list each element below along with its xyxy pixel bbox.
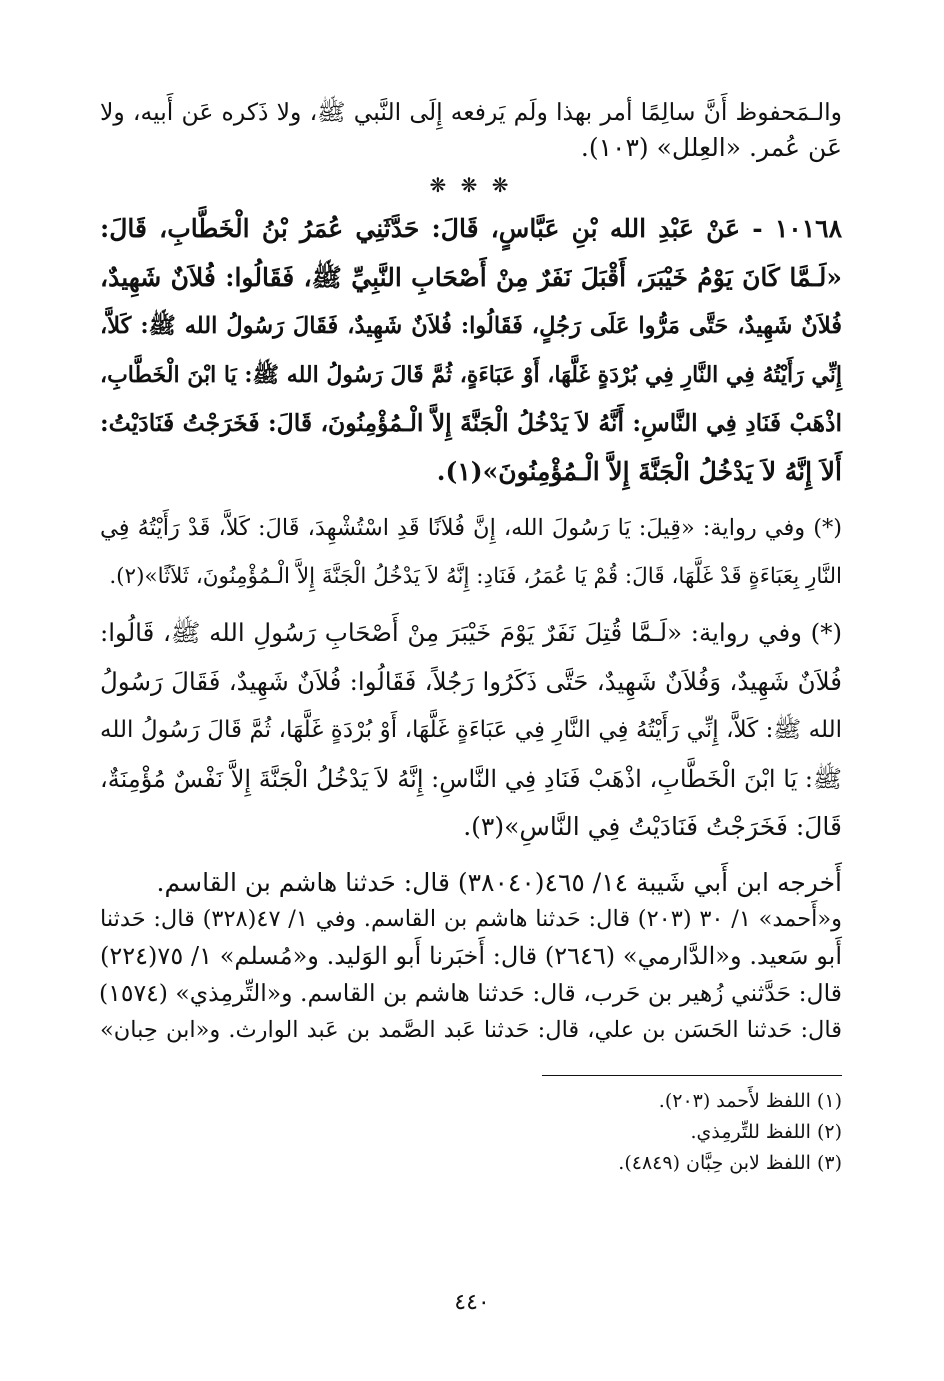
- riwaya-paragraph-1: [100, 504, 842, 601]
- text-line: قال: حَدَّثني زُهير بن حَرب، قال: حَدثنا هاشم بن القاسم. و«التِّرمِذي» (١٥٧٤): [99, 978, 842, 1007]
- page-number: ٤٤٠: [454, 1290, 490, 1315]
- takhrij-paragraph: [100, 864, 842, 1049]
- footnote-1: (١) اللفظ لأَحمد (٢٠٣).: [658, 1089, 842, 1112]
- text-line: أَلاَ إِنَّهُ لاَ يَدْخُلُ الْجَنَّةَ إِلاَّ الْـمُؤْمِنُونَ»(١).: [436, 456, 842, 486]
- footnote-divider: [542, 1075, 842, 1076]
- text-line: فُلاَنٌ شَهِيدٌ، حَتَّى مَرُّوا عَلَى رَجُلٍ، فَقَالُوا: فُلاَنٌ شَهِيدٌ، فَقَالَ رَسُولُ الله ﷺ: كَلاَّ،: [100, 313, 842, 339]
- intro-paragraph: [100, 95, 842, 165]
- text-line: فُلاَنٌ شَهِيدٌ، وَفُلاَنٌ شَهِيدٌ، حَتَّى ذَكَرُوا رَجُلاً، فَقَالُوا: فُلاَنٌ شَهِيدٌ، فَقَالَ رَسُولُ: [100, 666, 842, 696]
- section-separator: ❋ ❋ ❋: [429, 173, 513, 197]
- text-line: والـمَحفوظ أَنَّ سالِمًا أمر بهذا ولَم يَرفعه إِلَى النَّبي ﷺ، ولا ذَكره عَن أَبيه، ولا: [100, 98, 842, 126]
- text-line: الله ﷺ: كَلاَّ، إِنِّي رَأَيْتُهُ فِي النَّارِ فِي عَبَاءَةٍ غَلَّهَا، أَوْ بُرْدَةٍ غَلَّهَا، ثُمَّ قَالَ رَسُولُ الله: [100, 717, 842, 743]
- footnotes: [100, 1086, 842, 1179]
- text-line: عَن عُمر. «العِلل» (١٠٣).: [580, 133, 842, 162]
- text-line: قَالَ: فَخَرَجْتُ فَنَادَيْتُ فِي النَّاسِ»(٣).: [463, 812, 842, 841]
- text-line: أَخرجه ابن أَبي شَيبة ١٤/ ٤٦٥(٣٨٠٤٠) قال: حَدثنا هاشم بن القاسم.: [156, 867, 842, 897]
- hadith-paragraph: [100, 205, 842, 496]
- text-line: النَّارِ بِعَبَاءَةٍ قَدْ غَلَّهَا، قَالَ: قُمْ يَا عُمَرُ، فَنَادِ: إِنَّهُ لاَ يَدْخُلُ الْجَنَّةَ إِلاَّ الْـمُؤْمِنُونَ، ثَلاَثًا»(٢).: [109, 563, 842, 589]
- footnote-2: (٢) اللفظ للتِّرمِذي.: [690, 1120, 842, 1143]
- text-line: و«أَحمد» ١/ ٣٠ (٢٠٣) قال: حَدثنا هاشم بن القاسم. وفي ١/ ٤٧(٣٢٨) قال: حَدثنا: [100, 905, 842, 932]
- text-line: أَبو سَعيد. و«الدَّارمي» (٢٦٤٦) قال: أَخبَرنا أَبو الوَليد. و«مُسلم» ١/ ٧٥(٢٢٤): [100, 941, 842, 970]
- text-line: اذْهَبْ فَنَادِ فِي النَّاسِ: أَنَّهُ لاَ يَدْخُلُ الْجَنَّةَ إِلاَّ الْـمُؤْمِنُونَ، قَالَ: فَخَرَجْتُ فَنَادَيْتُ:: [100, 409, 842, 437]
- text-line: (*) وفي رواية: «قِيلَ: يَا رَسُولَ الله، إِنَّ فُلاَنًا قَدِ اسْتُشْهِدَ، قَالَ: كَلاَّ، قَدْ رَأَيْتُهُ فِي: [100, 515, 842, 541]
- riwaya-paragraph-2: [100, 609, 842, 852]
- text-line: ﷺ: يَا ابْنَ الْخَطَّابِ، اذْهَبْ فَنَادِ فِي النَّاسِ: إِنَّهُ لاَ يَدْخُلُ الْجَنَّةَ إِلاَّ نَفْسٌ مُؤْمِنَةٌ،: [100, 764, 842, 793]
- page-body: [100, 95, 842, 1179]
- text-line: قال: حَدثنا الحَسَن بن علي، قال: حَدثنا عَبد الصَّمد بن عَبد الوارث. و«ابن حِبان»: [100, 1016, 842, 1043]
- text-line: (*) وفي رواية: «لَـمَّا قُتِلَ نَفَرٌ يَوْمَ خَيْبَرَ مِنْ أَصْحَابِ رَسُولِ الله ﷺ، قَالُوا:: [100, 618, 842, 647]
- footnote-3: (٣) اللفظ لابن حِبَّان (٤٨٤٩).: [618, 1151, 842, 1174]
- hadith-heading-line: ١٠١٦٨ - عَنْ عَبْدِ الله بْنِ عَبَّاسٍ، قَالَ: حَدَّثَنِي عُمَرُ بْنُ الْخَطَّابِ، قَالَ:: [100, 214, 842, 243]
- text-line: إِنِّي رَأَيْتُهُ فِي النَّارِ فِي بُرْدَةٍ غَلَّهَا، أَوْ عَبَاءَةٍ، ثُمَّ قَالَ رَسُولُ الله ﷺ: يَا ابْنَ الْخَطَّابِ،: [100, 361, 842, 388]
- text-line: «لَـمَّا كَانَ يَوْمُ خَيْبَرَ، أَقْبَلَ نَفَرٌ مِنْ أَصْحَابِ النَّبِيِّ ﷺ، فَقَالُوا: فُلاَنٌ شَهِيدٌ،: [100, 262, 842, 292]
